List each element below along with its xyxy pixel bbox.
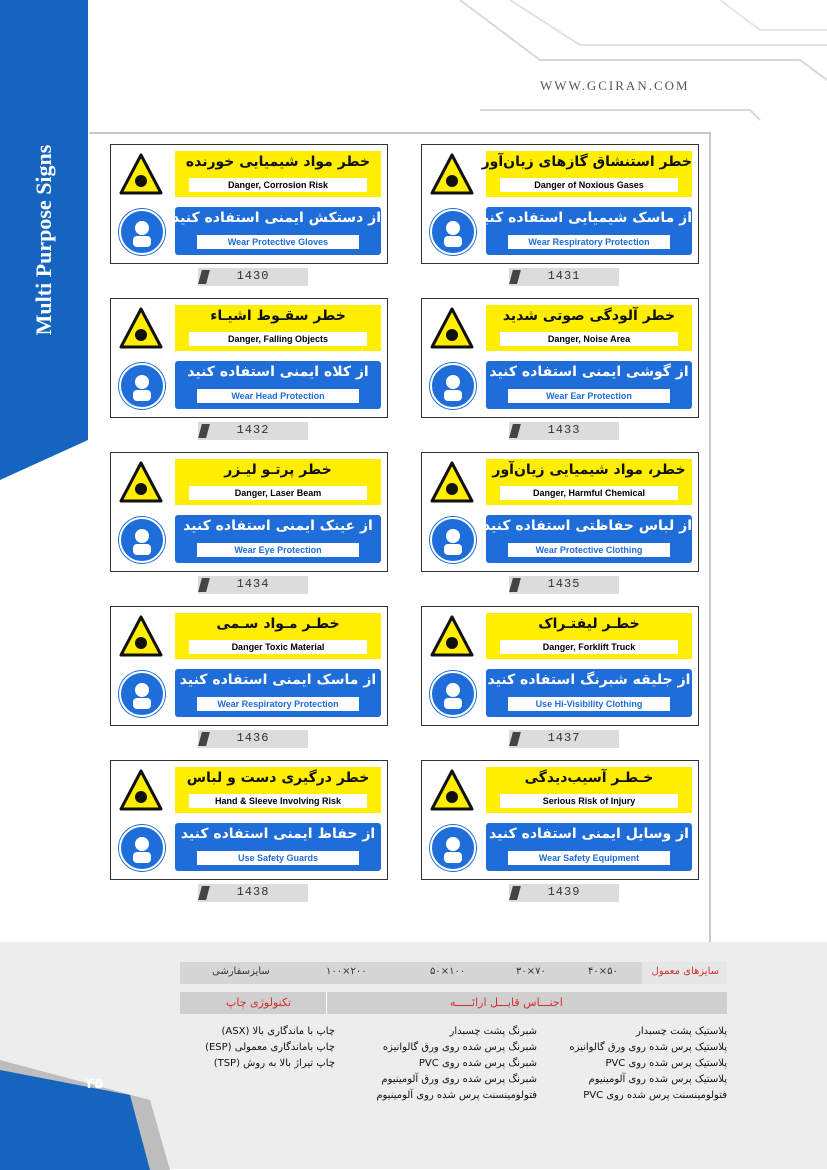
product-code-label: 1437 (547, 731, 581, 745)
gas-icon (430, 153, 474, 197)
ppe-text-fa: از ماسک ایمنی استفاده کنید (179, 672, 377, 688)
product-code (509, 730, 619, 748)
size-value: ۱۰۰×۵۰ (430, 966, 466, 977)
size-value: ۲۰۰×۱۰۰ (326, 966, 367, 977)
danger-text-en: Danger, Laser Beam (189, 486, 367, 500)
product-code-label: 1438 (236, 885, 270, 899)
noise-icon (430, 307, 474, 351)
side-title: Multi Purpose Signs (31, 144, 56, 336)
list-item: پلاستیک پشت چسبدار (636, 1026, 727, 1037)
list-item: پلاستیک پرس شده روی آلومینیوم (588, 1074, 727, 1085)
ear-muffs-icon (430, 363, 476, 409)
ppe-text-en: Wear Eye Protection (197, 543, 359, 557)
ppe-panel (486, 823, 692, 871)
product-code-label: 1433 (547, 423, 581, 437)
materials-header: اجنـــاس قابـــل ارائـــــه (450, 996, 563, 1009)
gloves-icon (119, 209, 165, 255)
vest-icon (430, 671, 476, 717)
ppe-text-fa: از حفاظ ایمنی استفاده کنید (180, 826, 376, 842)
danger-panel (175, 767, 381, 813)
danger-text-en: Danger, Corrosion Risk (189, 178, 367, 192)
forklift-icon (430, 615, 474, 659)
list-item: فتولومینسنت پرس شده روی آلومینیوم (376, 1090, 537, 1101)
danger-text-en: Danger Toxic Material (189, 640, 367, 654)
product-code-label: 1430 (236, 269, 270, 283)
falling-objects-icon (119, 307, 163, 351)
ppe-text-en: Wear Protective Gloves (197, 235, 359, 249)
printing-col (205, 1024, 335, 1072)
entanglement-icon (119, 769, 163, 813)
ppe-panel (172, 207, 381, 255)
safety-sign-card (110, 298, 388, 418)
ppe-text-en: Wear Respiratory Protection (508, 235, 670, 249)
danger-text-fa: خطـر لیفتـراک (538, 616, 640, 632)
ppe-kit-icon (430, 825, 476, 871)
ppe-text-fa: از لباس حفاظتی استفاده کنید (482, 518, 692, 534)
danger-text-en: Danger, Forklift Truck (500, 640, 678, 654)
product-code (198, 884, 308, 902)
product-code (509, 884, 619, 902)
danger-panel (175, 305, 381, 351)
ppe-text-en: Wear Protective Clothing (508, 543, 670, 557)
harmful-x-icon (430, 461, 474, 505)
safety-sign-card (421, 452, 699, 572)
ppe-panel (175, 515, 381, 563)
ppe-text-en: Use Safety Guards (197, 851, 359, 865)
danger-panel (175, 459, 381, 505)
danger-text-fa: خطـر مـواد سـمی (216, 616, 340, 632)
safety-sign-card (110, 760, 388, 880)
product-code (198, 422, 308, 440)
danger-text-en: Danger of Noxious Gases (500, 178, 678, 192)
printing-header: تکنولوژی چاپ (226, 996, 292, 1009)
product-code (198, 730, 308, 748)
product-code-label: 1431 (547, 269, 581, 283)
header-divider (326, 992, 327, 1014)
safety-sign-card (110, 452, 388, 572)
danger-panel (486, 459, 692, 505)
danger-panel (486, 613, 692, 659)
respirator-icon (430, 209, 476, 255)
ppe-panel (175, 669, 381, 717)
product-code-label: 1439 (547, 885, 581, 899)
product-code-label: 1436 (236, 731, 270, 745)
list-item: شبرنگ پشت چسبدار (449, 1026, 537, 1037)
danger-text-en: Danger, Falling Objects (189, 332, 367, 346)
safety-sign-card (421, 298, 699, 418)
danger-text-en: Danger, Harmful Chemical (500, 486, 678, 500)
product-code-label: 1434 (236, 577, 270, 591)
ppe-text-fa: از گوشی ایمنی استفاده کنید (489, 364, 689, 380)
list-item: پلاستیک پرس شده روی ورق گالوانیزه (569, 1042, 727, 1053)
ppe-panel (486, 669, 692, 717)
danger-text-en: Hand & Sleeve Involving Risk (189, 794, 367, 808)
danger-panel (481, 151, 692, 197)
list-item: پلاستیک پرس شده روی PVC (605, 1058, 727, 1069)
product-code (509, 576, 619, 594)
list-item: شبرنگ پرس شده روی ورق آلومینیوم (381, 1074, 537, 1085)
danger-text-fa: خطر درگیری دست و لباس (186, 770, 370, 786)
list-item: چاپ تیراژ بالا به روش (TSP) (213, 1058, 335, 1069)
skull-icon (119, 615, 163, 659)
website-url[interactable]: WWW.GCIRAN.COM (540, 78, 690, 93)
ppe-panel (475, 207, 692, 255)
safety-sign-card (110, 144, 388, 264)
danger-text-fa: خطر سقـوط اشیـاء (210, 308, 346, 324)
ppe-panel (482, 515, 692, 563)
safety-sign-card (421, 144, 699, 264)
safety-sign-card (421, 606, 699, 726)
ppe-text-en: Wear Respiratory Protection (197, 697, 359, 711)
coverall-icon (430, 517, 476, 563)
product-code (509, 268, 619, 286)
safety-sign-card (421, 760, 699, 880)
danger-panel (486, 305, 692, 351)
danger-panel (486, 767, 692, 813)
side-band-corner (0, 440, 88, 480)
list-item: فتولومینسنت پرس شده روی PVC (583, 1090, 727, 1101)
danger-text-fa: خـطـر آسیب‌دیدگی (524, 770, 654, 786)
danger-text-fa: خطر پرتـو لیـزر (224, 462, 332, 478)
list-item: چاپ با ماندگاری بالا (ASX) (221, 1026, 335, 1037)
ppe-text-fa: از کلاه ایمنی استفاده کنید (187, 364, 369, 380)
decorative-lines (420, 0, 827, 130)
ppe-text-fa: از جلیقه شبرنگ استفاده کنید (487, 672, 691, 688)
ppe-panel (486, 361, 692, 409)
ppe-text-en: Wear Head Protection (197, 389, 359, 403)
helmet-icon (119, 363, 165, 409)
ppe-text-fa: از دستکش ایمنی استفاده کنید (172, 210, 381, 226)
ppe-text-en: Use Hi-Visibility Clothing (508, 697, 670, 711)
respirator-icon (119, 671, 165, 717)
custom-size: سایزسفارشی (212, 966, 270, 977)
danger-text-fa: خطر استنشاق گازهای زیان‌آور (481, 154, 692, 170)
ppe-panel (175, 361, 381, 409)
danger-text-fa: خطر آلودگی صوتی شدید (502, 308, 676, 324)
ppe-text-fa: از عینک ایمنی استفاده کنید (183, 518, 373, 534)
danger-panel (175, 151, 381, 197)
danger-text-fa: خطر مواد شیمیایی خورنده (185, 154, 371, 170)
size-value: ۵۰×۴۰ (588, 966, 618, 977)
page-number: ۴۵ (86, 1076, 104, 1092)
ppe-text-fa: از وسایل ایمنی استفاده کنید (489, 826, 689, 842)
ppe-text-fa: از ماسک شیمیایی استفاده کنید (475, 210, 692, 226)
list-item: شبرنگ پرس شده روی ورق گالوانیزه (382, 1042, 537, 1053)
materials-col2 (376, 1024, 537, 1104)
guard-icon (119, 825, 165, 871)
ppe-text-en: Wear Safety Equipment (508, 851, 670, 865)
list-item: چاپ باماندگاری معمولی (ESP) (205, 1042, 335, 1053)
danger-panel (175, 613, 381, 659)
ppe-text-en: Wear Ear Protection (508, 389, 670, 403)
laser-icon (119, 461, 163, 505)
materials-col1 (569, 1024, 727, 1104)
goggles-icon (119, 517, 165, 563)
exclamation-icon (430, 769, 474, 813)
product-code (198, 576, 308, 594)
product-code (509, 422, 619, 440)
page-number-corner (0, 1060, 170, 1170)
product-code-label: 1435 (547, 577, 581, 591)
corrosion-icon (119, 153, 163, 197)
danger-text-en: Danger, Noise Area (500, 332, 678, 346)
list-item: شبرنگ پرس شده روی PVC (418, 1058, 537, 1069)
ppe-panel (175, 823, 381, 871)
danger-text-en: Serious Risk of Injury (500, 794, 678, 808)
sizes-label: سایزهای معمول (651, 966, 719, 977)
danger-text-fa: خطر، مواد شیمیایی زیان‌آور (492, 462, 686, 478)
safety-sign-card (110, 606, 388, 726)
product-code-label: 1432 (236, 423, 270, 437)
size-value: ۷۰×۳۰ (516, 966, 546, 977)
product-code (198, 268, 308, 286)
